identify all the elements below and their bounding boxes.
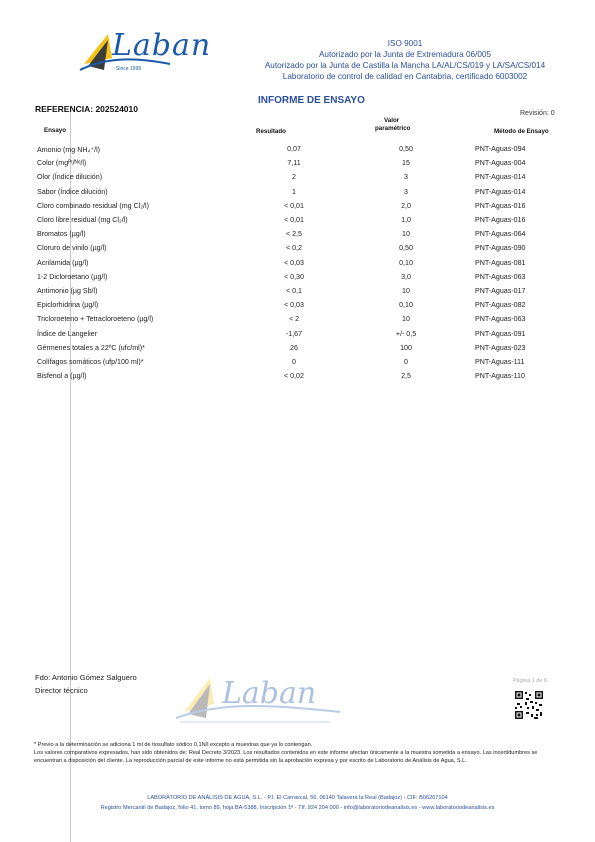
results-table (37, 142, 585, 383)
cell-resultado: < 0,30 (284, 272, 304, 281)
cell-valor-parametrico: 3 (404, 173, 408, 182)
cell-metodo: PNT-Aguas-090 (475, 244, 526, 253)
cell-valor-parametrico: 15 (402, 159, 410, 168)
cell-valor-parametrico: 0,10 (399, 258, 413, 267)
cell-ensayo: Olor (Índice dilución) (37, 173, 103, 182)
table-row (37, 298, 585, 312)
cell-valor-parametrico: 10 (402, 315, 410, 324)
cell-valor-parametrico: 10 (402, 286, 410, 295)
header-line-iso: ISO 9001 (387, 39, 423, 48)
page-number: Página 1 de 6 (513, 678, 547, 684)
cell-ensayo: Índice de Langelier (37, 329, 97, 338)
cell-valor-parametrico: 1,0 (401, 216, 411, 225)
cell-metodo: PNT-Aguas-081 (475, 258, 526, 267)
table-row (37, 185, 585, 199)
cell-metodo: PNT-Aguas-094 (475, 145, 526, 154)
table-row (37, 312, 585, 326)
cell-ensayo: Gérmenes totales a 22ºC (ufc/ml)* (37, 343, 145, 352)
cell-resultado: < 0,01 (284, 201, 304, 210)
cell-metodo: PNT-Aguas-111 (475, 357, 525, 366)
cell-ensayo: Cloro combinado residual (mg Cl₂/l) (37, 201, 149, 210)
table-row (37, 369, 585, 383)
cell-resultado: < 0,01 (284, 216, 304, 225)
cell-resultado: 7,11 (287, 159, 301, 168)
header-line-castilla: Autorizado por la Junta de Castilla la Mancha LA/AL/CS/019 y LA/SA/CS/014 (264, 61, 546, 70)
logo-wordmark: Laban (112, 28, 212, 63)
table-row (37, 341, 585, 355)
cell-valor-parametrico: +/- 0,5 (395, 329, 417, 338)
footer-registry: Registro Mercantil de Badajoz, folio 41, tomo 89, hoja BA-5388, Inscripción 1ª - TIf. 924 204 000 - info@laboratoriodeanalisis.es - www.laboratoriodeanalisis.es (100, 805, 495, 811)
table-row (37, 142, 585, 156)
report-reference: REFERENCIA: 202524010 (35, 104, 138, 114)
signature-name: Fdo: Antonio Gómez Salguero (35, 673, 137, 682)
stamp-wordmark: Laban (222, 676, 317, 711)
cell-metodo: PNT-Aguas-110 (475, 372, 525, 381)
table-row (37, 256, 585, 270)
cell-resultado: 1 (292, 187, 296, 196)
cell-valor-parametrico: 2,5 (401, 372, 411, 381)
table-row (37, 355, 585, 369)
header-line-cantabria: Laboratorio de control de calidad en Cantabria, certificado 6003002 (282, 72, 528, 81)
col-header-ensayo: Ensayo (44, 127, 67, 134)
cell-metodo: PNT-Aguas-017 (475, 286, 526, 295)
cell-resultado: < 2 (288, 315, 300, 324)
table-row (37, 270, 585, 284)
cell-resultado: < 0,03 (284, 301, 304, 310)
cell-metodo: PNT-Aguas-063 (475, 272, 526, 281)
header-line-extremadura: Autorizado por la Junta de Extremadura 06/005 (318, 50, 492, 59)
cell-valor-parametrico: 2,0 (401, 201, 411, 210)
cell-resultado: < 0,03 (284, 258, 304, 267)
col-header-metodo: Método de Ensayo (494, 128, 549, 135)
cell-ensayo: Sabor (Índice dilución) (37, 187, 108, 196)
cell-ensayo: Tricloroeteno + Tetracloroeteno (µg/l) (37, 315, 154, 324)
cell-resultado: 2 (292, 173, 296, 182)
cell-ensayo: Color (mgᴾᵗ/ᴺᵒ/l) (37, 159, 87, 168)
cell-ensayo: Acrilamida (µg/l) (37, 258, 89, 267)
col-header-valor: Valor (384, 117, 400, 124)
table-row (37, 213, 585, 227)
table-row (37, 326, 585, 340)
cell-ensayo: Colífagos somáticos (ufp/100 ml)* (37, 357, 144, 366)
cell-valor-parametrico: 0,10 (399, 301, 413, 310)
table-row (37, 284, 585, 298)
note-tiosulfato: * Previo a la determinación se adiciona 1 ml de tiosulfato sódico 0,1N/l excepto a muestras que ya lo contengan. (34, 742, 313, 748)
cell-valor-parametrico: 0,50 (399, 244, 413, 253)
cell-resultado: 0 (292, 357, 296, 366)
cell-resultado: -1,67 (285, 329, 303, 338)
cell-ensayo: Epiclorhidrina (µg/l) (37, 301, 99, 310)
cell-metodo: PNT-Aguas-082 (475, 301, 526, 310)
table-row (37, 170, 585, 184)
cell-resultado: < 0,02 (284, 372, 304, 381)
cell-ensayo: Antimonio (µg Sb/l) (37, 286, 98, 295)
table-row (37, 241, 585, 255)
signature-role: Director técnico (35, 686, 88, 695)
cell-ensayo: 1-2 Dicloroetano (µg/l) (37, 272, 108, 281)
cell-metodo: PNT-Aguas-063 (475, 315, 526, 324)
table-row (37, 156, 585, 170)
col-header-resultado: Resultado (256, 128, 286, 135)
cell-metodo: PNT-Aguas-016 (475, 201, 526, 210)
report-revision: Revisión: 0 (520, 110, 555, 117)
cell-metodo: PNT-Aguas-023 (475, 343, 526, 352)
cell-valor-parametrico: 10 (402, 230, 410, 239)
logo-since: Since 1999 (116, 66, 142, 72)
footer-company: LABORATORIO DE ANÁLISIS DE AGUA, S.L. - P.I. El Carrascal, 56. 06140 Talavera la Real (Badajoz) - CIF: B06207104 (147, 795, 448, 801)
cell-ensayo: Amonio (mg NH₄⁺/l) (37, 145, 101, 154)
cell-resultado: 26 (290, 343, 298, 352)
cell-valor-parametrico: 0 (404, 357, 408, 366)
cell-metodo: PNT-Aguas-091 (475, 329, 526, 338)
cell-ensayo: Bromatos (µg/l) (37, 230, 86, 239)
cell-ensayo: Cloro libre residual (mg Cl₂/l) (37, 216, 128, 225)
cell-ensayo: Cloruro de vinilo (µg/l) (37, 244, 107, 253)
cell-resultado: < 2,5 (286, 230, 302, 239)
cell-valor-parametrico: 100 (400, 343, 412, 352)
table-row (37, 227, 585, 241)
cell-valor-parametrico: 3 (404, 187, 408, 196)
cell-valor-parametrico: 0,50 (399, 145, 413, 154)
report-title: INFORME DE ENSAYO (258, 95, 365, 106)
table-row (37, 199, 585, 213)
cell-resultado: 0,07 (287, 145, 301, 154)
cell-resultado: < 0,2 (286, 244, 302, 253)
cell-metodo: PNT-Aguas-014 (475, 187, 526, 196)
cell-ensayo: Bisfenol a (µg/l) (37, 372, 87, 381)
report-notes (34, 741, 564, 766)
qr-code-icon (514, 690, 544, 720)
cell-valor-parametrico: 3,0 (401, 272, 411, 281)
cell-metodo: PNT-Aguas-014 (475, 173, 526, 182)
note-legal: Los valores comparativos expresados, han sido obtenidos de: Real Decreto 3/2023. Los resultados contenidos en este informe afectan únicamente a la muestra sometida a ensayo. Las incertidumbres se encuentran a disposición del cliente. La reproducción parcial de este informe no está permitida sin la aprobación expresa y por escrito de Laboratorio de Análisis de Agua, S.L. (34, 750, 538, 765)
cell-metodo: PNT-Aguas-004 (475, 159, 526, 168)
cell-metodo: PNT-Aguas-016 (475, 216, 526, 225)
col-header-parametrico: paramétrico (375, 125, 411, 132)
cell-resultado: < 0,1 (286, 286, 302, 295)
cell-metodo: PNT-Aguas-064 (475, 230, 526, 239)
